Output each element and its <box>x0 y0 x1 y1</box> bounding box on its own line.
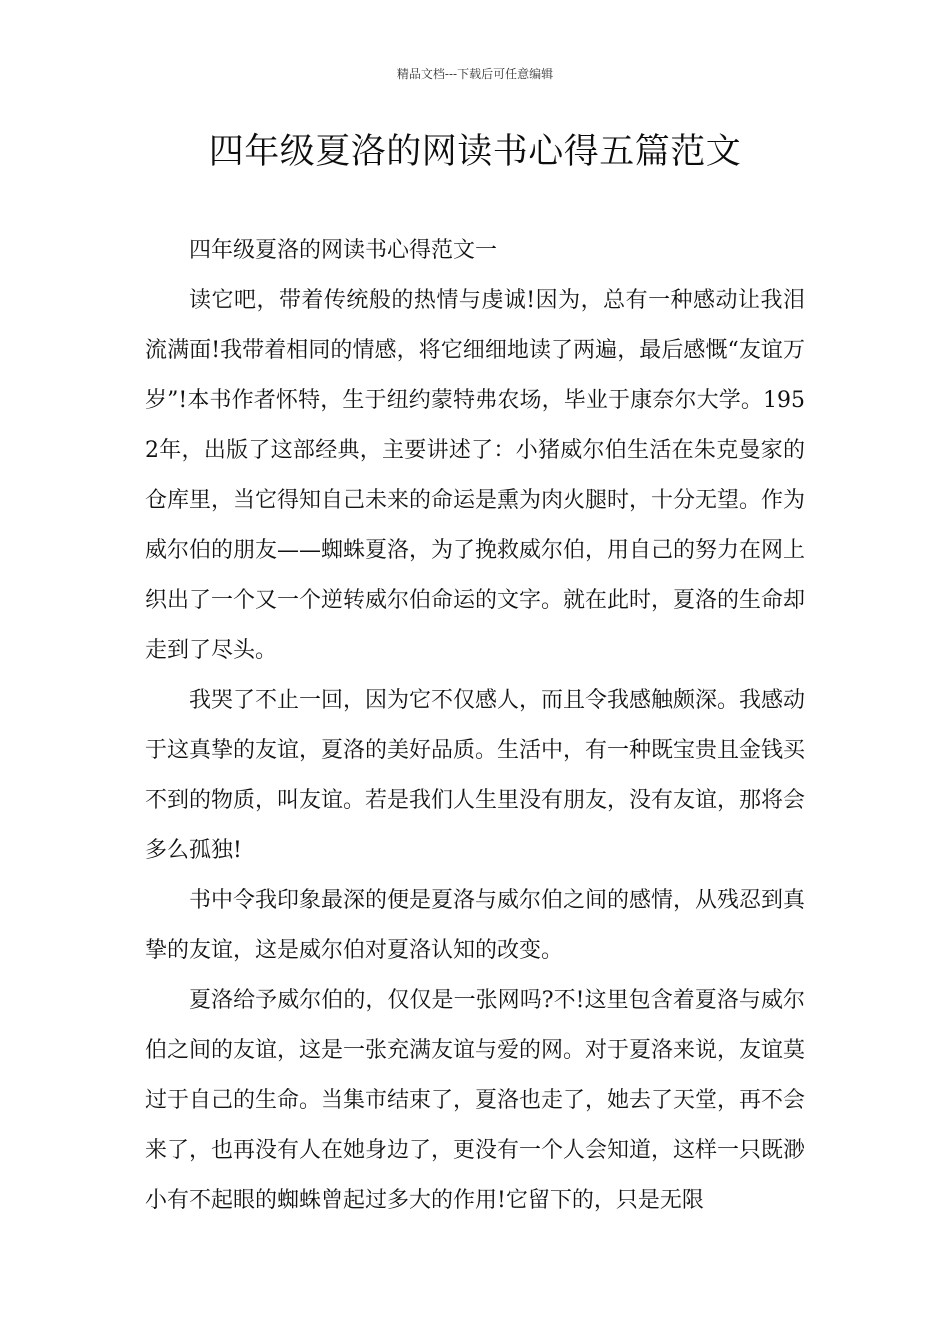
paragraph-4: 夏洛给予威尔伯的，仅仅是一张网吗?不!这里包含着夏洛与威尔伯之间的友谊，这是一张充满友谊与爱的网。对于夏洛来说，友谊莫过于自己的生命。当集市结束了，夏洛也走了，她去了天堂，再不会来了，也再没有人在她身边了，更没有一个人会知道，这样一只既渺小有不起眼的蜘蛛曾起过多大的作用!它留下的，只是无限 <box>145 988 806 1213</box>
paragraph-3: 书中令我印象最深的便是夏洛与威尔伯之间的感情，从残忍到真挚的友谊，这是威尔伯对夏洛认知的改变。 <box>145 888 806 963</box>
document-title: 四年级夏洛的网读书心得五篇范文 <box>208 132 742 172</box>
paragraph-2: 我哭了不止一回，因为它不仅感人，而且令我感触颇深。我感动于这真挚的友谊，夏洛的美好品质。生活中，有一种既宝贵且金钱买不到的物质，叫友谊。若是我们人生里没有朋友，没有友谊，那将会多么孤独! <box>145 688 806 863</box>
header-note: 精品文档---下载后可任意编辑 <box>396 67 554 81</box>
section-title: 四年级夏洛的网读书心得范文一 <box>189 238 498 263</box>
paragraph-1: 读它吧，带着传统般的热情与虔诚!因为，总有一种感动让我泪流满面!我带着相同的情感，将它细细地读了两遍，最后感慨“友谊万岁”!本书作者怀特，生于纽约蒙特弗农场，毕业于康奈尔大学。1952年，出版了这部经典，主要讲述了：小猪威尔伯生活在朱克曼家的仓库里，当它得知自己未来的命运是熏为肉火腿时，十分无望。作为威尔伯的朋友——蜘蛛夏洛，为了挽救威尔伯，用自己的努力在网上织出了一个又一个逆转威尔伯命运的文字。就在此时，夏洛的生命却走到了尽头。 <box>145 288 806 663</box>
document-body <box>145 226 805 1226</box>
